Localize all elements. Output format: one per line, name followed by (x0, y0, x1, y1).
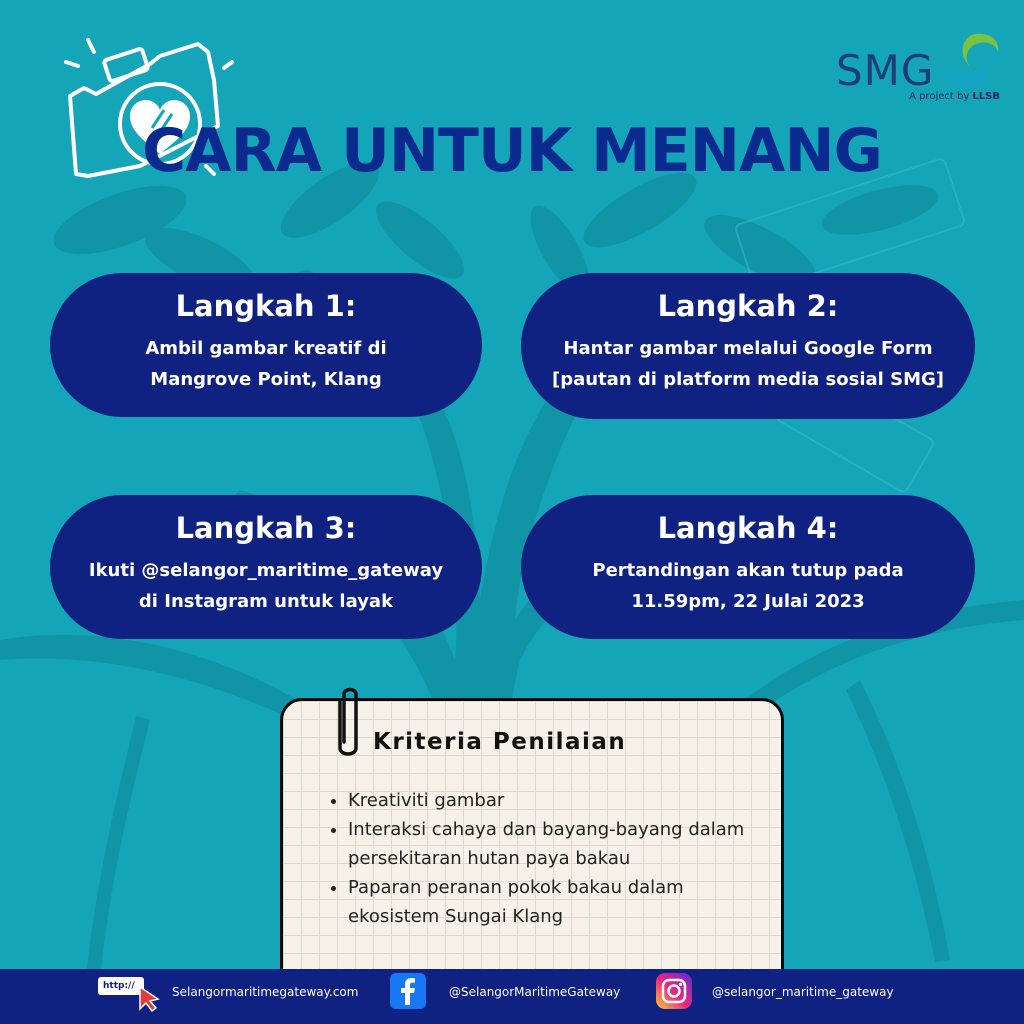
step-heading: Langkah 3: (175, 511, 357, 545)
step-heading: Langkah 4: (657, 511, 839, 545)
page-title: CARA UNTUK MENANG (142, 116, 882, 186)
step-line: 11.59pm, 22 Julai 2023 (631, 591, 865, 612)
criteria-list (328, 786, 758, 931)
logo-swirl-icon (944, 30, 1002, 90)
step-description (535, 333, 961, 395)
footer-bar (0, 969, 1024, 1024)
logo-subtitle (909, 91, 1000, 102)
step-line: Ambil gambar kreatif di (145, 338, 387, 359)
smg-logo (836, 30, 1006, 110)
step-line: [pautan di platform media sosial SMG] (552, 369, 944, 390)
instagram-handle[interactable]: @selangor_maritime_gateway (712, 985, 894, 999)
facebook-icon[interactable] (390, 973, 426, 1009)
logo-subtitle-brand: LLSB (972, 91, 1000, 102)
logo-subtitle-prefix: A project by (909, 91, 973, 102)
step-description (64, 555, 468, 617)
step-card-2 (521, 273, 975, 419)
step-line: Hantar gambar melalui Google Form (563, 338, 933, 359)
criteria-item: • Interaksi cahaya dan bayang-bayang dalam persekitaran hutan paya bakau (348, 815, 758, 873)
criteria-title: Kriteria Penilaian (373, 729, 627, 755)
logo-text: SMG (836, 46, 935, 95)
step-heading: Langkah 2: (657, 289, 839, 323)
step-description (547, 555, 949, 617)
url-badge: http:// (103, 981, 135, 991)
step-card-1 (50, 273, 482, 417)
website-link[interactable]: Selangormaritimegateway.com (172, 985, 359, 999)
instagram-icon[interactable] (656, 973, 692, 1009)
step-line: Mangrove Point, Klang (150, 369, 382, 390)
step-description (76, 333, 456, 395)
criteria-item: • Paparan peranan pokok bakau dalam ekosistem Sungai Klang (348, 873, 758, 931)
facebook-handle[interactable]: @SelangorMaritimeGateway (449, 985, 621, 999)
paperclip-icon (336, 682, 364, 758)
step-heading: Langkah 1: (175, 289, 357, 323)
step-line: Ikuti @selangor_maritime_gateway (88, 560, 444, 581)
step-card-4 (521, 495, 975, 639)
step-line: Pertandingan akan tutup pada (592, 560, 904, 581)
step-card-3 (50, 495, 482, 639)
criteria-item: • Kreativiti gambar (348, 786, 758, 815)
step-line: di Instagram untuk layak (138, 591, 394, 612)
